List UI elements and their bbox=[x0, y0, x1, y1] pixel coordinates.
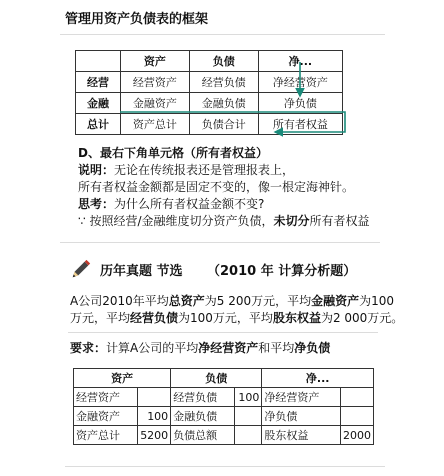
table-cell: 金融负债 bbox=[189, 93, 258, 114]
history-subheading: （2010 年 计算分析题） bbox=[207, 264, 357, 279]
explain-text: 无论在传统报表还是管理报表上， bbox=[114, 163, 295, 177]
d-heading: D、最右下角单元格（所有者权益） bbox=[78, 146, 268, 160]
table-cell: 资产总计 bbox=[74, 426, 138, 445]
table-row bbox=[74, 426, 374, 445]
text-bold: 净负债 bbox=[294, 341, 331, 355]
text-bold: 总资产 bbox=[168, 294, 205, 308]
header-cell: 负债 bbox=[171, 369, 262, 388]
history-heading: 历年真题 节选 bbox=[100, 264, 183, 279]
table-cell: 经营负债 bbox=[189, 72, 258, 93]
because-bold: 未切分 bbox=[273, 214, 310, 228]
value-cell: 100 bbox=[138, 407, 171, 426]
table-cell: 负债合计 bbox=[189, 114, 258, 135]
text-segment: 为5 200万元，平均 bbox=[204, 294, 312, 308]
explain-label: 说明： bbox=[78, 163, 115, 177]
table-cell: 股东权益 bbox=[262, 426, 341, 445]
header-cell: 净... bbox=[258, 51, 342, 72]
value-cell bbox=[341, 407, 374, 426]
row-label: 总计 bbox=[76, 114, 121, 135]
value-cell: 2000 bbox=[341, 426, 374, 445]
table-cell: 金融负债 bbox=[171, 407, 235, 426]
problem-line-2 bbox=[70, 310, 403, 327]
answer-table bbox=[73, 368, 374, 445]
equity-arrows bbox=[0, 0, 444, 140]
table-header-row bbox=[74, 369, 374, 388]
text-segment: 和平均 bbox=[258, 341, 295, 355]
problem-line-1 bbox=[70, 293, 394, 310]
divider bbox=[68, 332, 378, 333]
table-cell: 所有者权益 bbox=[258, 114, 342, 135]
table-row bbox=[74, 407, 374, 426]
value-cell: 5200 bbox=[138, 426, 171, 445]
value-cell bbox=[235, 407, 262, 426]
text-bold: 股东权益 bbox=[272, 311, 321, 325]
header-cell: 资产 bbox=[121, 51, 190, 72]
value-cell bbox=[341, 388, 374, 407]
text-segment: 为100 bbox=[359, 294, 395, 308]
header-cell: 资产 bbox=[74, 369, 171, 388]
table-cell: 净经营资产 bbox=[262, 388, 341, 407]
table-cell: 净负债 bbox=[258, 93, 342, 114]
requirement-line bbox=[70, 340, 330, 357]
table-cell: 负债总额 bbox=[171, 426, 235, 445]
because-line bbox=[78, 213, 370, 230]
text-bold: 金融资产 bbox=[311, 294, 360, 308]
table-row bbox=[74, 388, 374, 407]
think-label: 思考： bbox=[78, 197, 115, 211]
row-label: 经营 bbox=[76, 72, 121, 93]
row-label: 金融 bbox=[76, 93, 121, 114]
table-cell: 金融资产 bbox=[74, 407, 138, 426]
text-segment: A公司2010年平均 bbox=[70, 294, 169, 308]
table-cell: 净负债 bbox=[262, 407, 341, 426]
value-cell bbox=[138, 388, 171, 407]
pencil-icon bbox=[70, 258, 92, 280]
table-cell: 净经营资产 bbox=[258, 72, 342, 93]
section-title: 管理用资产负债表的框架 bbox=[65, 12, 209, 27]
because-suffix: 所有者权益 bbox=[309, 214, 370, 228]
table-cell: 金融资产 bbox=[121, 93, 190, 114]
text-bold: 净经营资产 bbox=[198, 341, 259, 355]
table-cell: 经营资产 bbox=[74, 388, 138, 407]
explain-line-2: 所有者权益金额都是固定不变的，像一根定海神针。 bbox=[78, 180, 355, 194]
text-segment: 计算A公司的平均 bbox=[106, 341, 199, 355]
value-cell: 100 bbox=[235, 388, 262, 407]
text-segment: 万元，平均 bbox=[70, 311, 131, 325]
header-cell: 负债 bbox=[189, 51, 258, 72]
divider bbox=[60, 242, 380, 243]
text-segment: 为2 000万元。 bbox=[320, 311, 404, 325]
think-text: 为什么所有者权益金额不变? bbox=[114, 197, 265, 211]
think-line bbox=[78, 196, 264, 213]
text-bold: 经营负债 bbox=[130, 311, 179, 325]
explain-line-1 bbox=[78, 162, 294, 179]
because-prefix: ∵ 按照经营/金融维度切分资产负债， bbox=[78, 214, 274, 228]
table-cell: 资产总计 bbox=[121, 114, 190, 135]
value-cell bbox=[235, 426, 262, 445]
req-label: 要求： bbox=[70, 341, 107, 355]
divider bbox=[65, 466, 385, 467]
table-cell: 经营资产 bbox=[121, 72, 190, 93]
text-segment: 为100万元，平均 bbox=[178, 311, 273, 325]
table-cell: 经营负债 bbox=[171, 388, 235, 407]
arrow-loop bbox=[120, 112, 345, 132]
header-cell: 净... bbox=[262, 369, 374, 388]
